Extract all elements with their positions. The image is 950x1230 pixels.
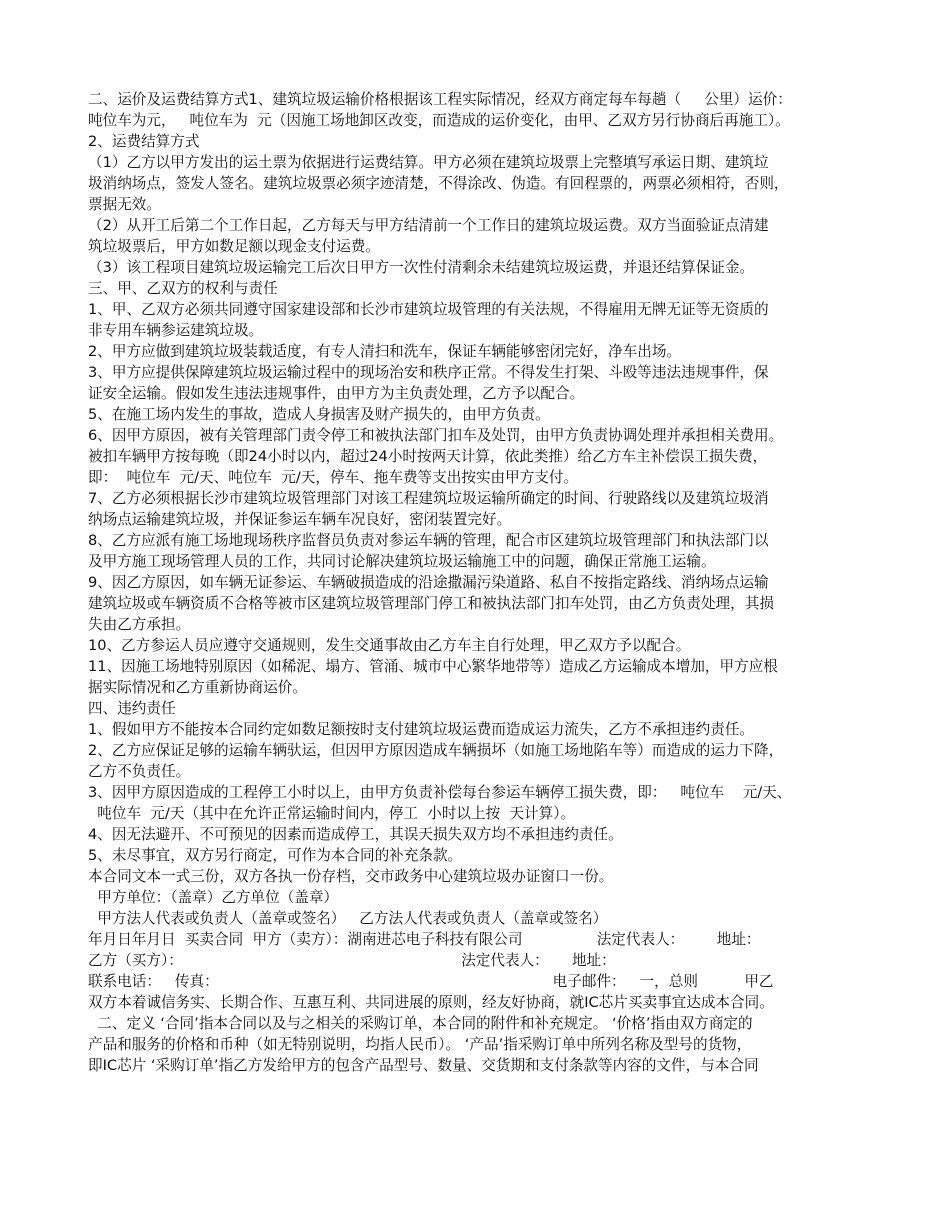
text-line: （2）从开工后第二个工作日起，乙方每天与甲方结清前一个工作日的建筑垃圾运费。双方当面验证点清建 [88, 217, 769, 234]
text-line: 纳场点运输建筑垃圾，并保证参运车辆车况良好，密闭装置完好。 [88, 511, 512, 528]
text-line: 10、乙方参运人员应遵守交通规则，发生交通事故由乙方车主自行处理，甲乙双方予以配合。 [88, 637, 691, 654]
text-line: 本合同文本一式三份，双方各执一份存档，交市政务中心建筑垃圾办证窗口一份。 [88, 868, 614, 885]
text-line: 吨位车为元， 吨位车为 元（因施工场地卸区改变，而造成的运价变化，由甲、乙双方另行协商后再施工）。 [88, 112, 790, 129]
text-line: 圾消纳场点，签发人签名。建筑垃圾票必须字迹清楚，不得涂改、伪造。有回程票的，两票必须相符，否则， [88, 175, 789, 192]
text-line: 1、甲、乙双方必须共同遵守国家建设部和长沙市建筑垃圾管理的有关法规，不得雇用无牌无证等无资质的 [88, 301, 769, 318]
contract-document [88, 89, 868, 1076]
text-line: 5、在施工场内发生的事故，造成人身损害及财产损失的，由甲方负责。 [88, 406, 550, 423]
text-line: 二、定义 ‘合同’指本合同以及与之相关的采购订单，本合同的附件和补充规定。 ‘价格’指由双方商定的 [88, 1015, 753, 1032]
text-line: 7、乙方必须根据长沙市建筑垃圾管理部门对该工程建筑垃圾运输所确定的时间、行驶路线以及建筑垃圾消 [88, 490, 769, 507]
text-line: 4、因无法避开、不可预见的因素而造成停工，其误天损失双方均不承担违约责任。 [88, 826, 623, 843]
text-line: 3、甲方应提供保障建筑垃圾运输过程中的现场治安和秩序正常。不得发生打架、斗殴等违法违规事件，保 [88, 364, 769, 381]
text-line: 乙方（买方）： 法定代表人： 地址： [88, 952, 616, 969]
text-line: 9、因乙方原因，如车辆无证参运、车辆破损造成的沿途撒漏污染道路、私自不按指定路线、消纳场点运输 [88, 574, 769, 591]
text-line: 四、违约责任 [88, 700, 176, 717]
text-line: 吨位车 元/天（其中在允许正常运输时间内，停工 小时以上按 天计算）。 [88, 805, 576, 822]
text-line: 联系电话： 传真： 电子邮件： 一，总则 甲乙 [88, 973, 774, 990]
text-line: 建筑垃圾或车辆资质不合格等被市区建筑垃圾管理部门停工和被执法部门扣车处罚，由乙方负责处理，其损 [88, 595, 774, 612]
text-line: 甲方法人代表或负责人（盖章或签名） 乙方法人代表或负责人（盖章或签名） [88, 910, 608, 927]
text-line: （1）乙方以甲方发出的运土票为依据进行运费结算。甲方必须在建筑垃圾票上完整填写承运日期、建筑垃 [88, 154, 769, 171]
text-line: 即： 吨位车 元/天、吨位车 元/天，停车、拖车费等支出按实由甲方支付。 [88, 469, 579, 486]
text-line: 5、未尽事宜，双方另行商定，可作为本合同的补充条款。 [88, 847, 463, 864]
text-line: 失由乙方承担。 [88, 616, 191, 633]
text-line: 双方本着诚信务实、长期合作、互惠互利、共同进展的原则，经友好协商，就IC芯片买卖事宜达成本合同。 [88, 994, 774, 1011]
text-line: 乙方不负责任。 [88, 763, 191, 780]
text-line: 即IC芯片 ‘采购订单’指乙方发给甲方的包含产品型号、数量、交货期和支付条款等内容的文件，与本合同 [88, 1057, 759, 1074]
text-line: 筑垃圾票后，甲方如数足额以现金支付运费。 [88, 238, 380, 255]
text-line: 11、因施工场地特别原因（如稀泥、塌方、管涌、城市中心繁华地带等）造成乙方运输成本增加，甲方应根 [88, 658, 778, 675]
text-line: 2、运费结算方式 [88, 133, 200, 150]
text-line: 甲方单位：（盖章）乙方单位（盖章） [88, 889, 339, 906]
text-line: 6、因甲方原因，被有关管理部门责令停工和被执法部门扣车及处罚，由甲方负责协调处理并承担相关费用。 [88, 427, 784, 444]
text-line: 8、乙方应派有施工场地现场秩序监督员负责对参运车辆的管理，配合市区建筑垃圾管理部门和执法部门以 [88, 532, 769, 549]
text-line: 二、运价及运费结算方式1、建筑垃圾运输价格根据该工程实际情况，经双方商定每车每趟（ 公里）运价： [88, 91, 792, 108]
text-line: 票据无效。 [88, 196, 161, 213]
text-line: 1、假如甲方不能按本合同约定如数足额按时支付建筑垃圾运费而造成运力流失，乙方不承担违约责任。 [88, 721, 755, 738]
text-line: 及甲方施工现场管理人员的工作，共同讨论解决建筑垃圾运输施工中的问题，确保正常施工运输。 [88, 553, 716, 570]
text-line: 3、因甲方原因造成的工程停工小时以上，由甲方负责补偿每台参运车辆停工损失费，即： 吨位车 元/天、 [88, 784, 792, 801]
text-line: 被扣车辆甲方按每晚（即24小时以内，超过24小时按两天计算，依此类推）给乙方车主补偿误工损失费， [88, 448, 768, 465]
text-line: 据实际情况和乙方重新协商运价。 [88, 679, 307, 696]
text-line: 非专用车辆参运建筑垃圾。 [88, 322, 264, 339]
text-line: （3）该工程项目建筑垃圾运输完工后次日甲方一次性付清剩余未结建筑垃圾运费，并退还结算保证金。 [88, 259, 755, 276]
text-line: 2、甲方应做到建筑垃圾装载适度，有专人清扫和洗车，保证车辆能够密闭完好，净车出场。 [88, 343, 682, 360]
text-line: 2、乙方应保证足够的运输车辆驮运，但因甲方原因造成车辆损坏（如施工场地陷车等）而造成的运力下降， [88, 742, 784, 759]
text-line: 证安全运输。假如发生违法违规事件，由甲方为主负责处理，乙方予以配合。 [88, 385, 585, 402]
text-line: 产品和服务的价格和币种（如无特别说明，均指人民币）。 ‘产品’指采购订单中所列名称及型号的货物， [88, 1036, 752, 1053]
text-line: 年月日年月日 买卖合同 甲方（卖方）：湖南进芯电子科技有限公司 法定代表人： 地址： [88, 931, 761, 948]
text-line: 三、甲、乙双方的权利与责任 [88, 280, 278, 297]
